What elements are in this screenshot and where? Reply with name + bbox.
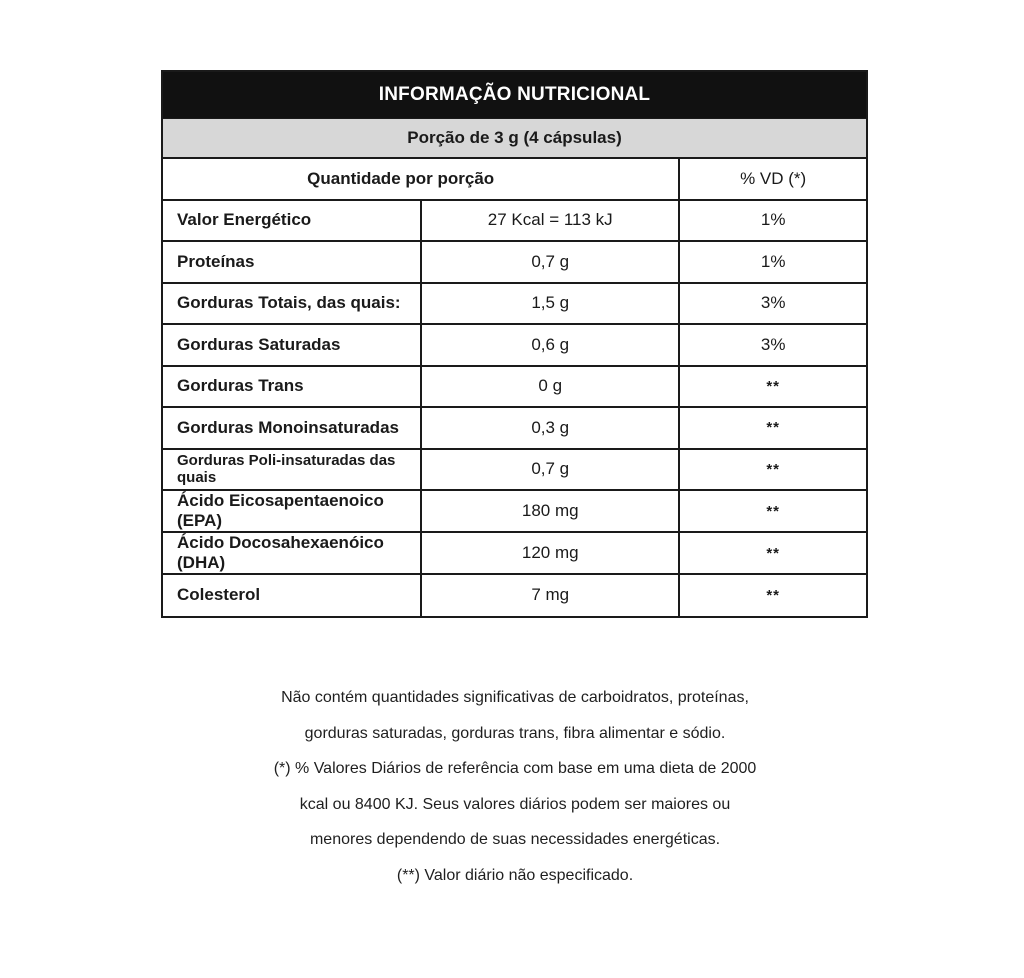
nutrient-vd: 1%	[679, 200, 866, 242]
nutrition-facts-label	[161, 70, 868, 618]
footnote-line: gorduras saturadas, gorduras trans, fibra alimentar e sódio.	[304, 724, 726, 742]
nutrient-vd: 3%	[679, 283, 866, 325]
table-row	[163, 324, 866, 366]
nutrient-name: Gorduras Monoinsaturadas	[163, 407, 421, 449]
nutrient-amount: 27 Kcal = 113 kJ	[421, 200, 679, 242]
table-row	[163, 407, 866, 449]
nutrient-vd: **	[679, 366, 866, 408]
nutrient-amount: 0,3 g	[421, 407, 679, 449]
table-row	[163, 200, 866, 242]
table-row	[163, 574, 866, 616]
nutrient-name: Gorduras Totais, das quais:	[163, 283, 421, 325]
nutrient-name: Gorduras Trans	[163, 366, 421, 408]
quantity-header: Quantidade por porção	[163, 158, 679, 200]
nutrient-amount: 0,6 g	[421, 324, 679, 366]
nutrient-amount: 180 mg	[421, 490, 679, 532]
nutrient-vd: **	[679, 407, 866, 449]
nutrient-name: Gorduras Saturadas	[163, 324, 421, 366]
nutrient-amount: 0 g	[421, 366, 679, 408]
nutrient-vd: 3%	[679, 324, 866, 366]
table-row	[163, 283, 866, 325]
label-title: INFORMAÇÃO NUTRICIONAL	[163, 72, 866, 118]
portion-size: Porção de 3 g (4 cápsulas)	[163, 118, 866, 157]
footnote-line: kcal ou 8400 KJ. Seus valores diários podem ser maiores ou	[299, 795, 731, 813]
table-header-row	[163, 158, 866, 200]
nutrient-amount: 0,7 g	[421, 449, 679, 491]
nutrient-amount: 1,5 g	[421, 283, 679, 325]
footnotes	[160, 680, 870, 893]
nutrient-vd: **	[679, 574, 866, 616]
nutrient-vd: **	[679, 532, 866, 574]
nutrient-name: Colesterol	[163, 574, 421, 616]
vd-header: % VD (*)	[679, 158, 866, 200]
nutrient-vd: **	[679, 449, 866, 491]
nutrient-amount: 7 mg	[421, 574, 679, 616]
table-row	[163, 449, 866, 491]
nutrient-vd: 1%	[679, 241, 866, 283]
nutrient-amount: 120 mg	[421, 532, 679, 574]
nutrition-table	[163, 157, 866, 616]
nutrient-vd: **	[679, 490, 866, 532]
table-row	[163, 366, 866, 408]
nutrient-amount: 0,7 g	[421, 241, 679, 283]
nutrient-name: Valor Energético	[163, 200, 421, 242]
table-row	[163, 490, 866, 532]
nutrient-name: Ácido Docosahexaenóico (DHA)	[163, 532, 421, 574]
table-row	[163, 241, 866, 283]
nutrient-name: Gorduras Poli-insaturadas das quais	[163, 449, 421, 491]
footnote-line: (**) Valor diário não especificado.	[396, 866, 634, 884]
footnote-line: menores dependendo de suas necessidades energéticas.	[309, 831, 721, 848]
table-row	[163, 532, 866, 574]
footnote-line: (*) % Valores Diários de referência com base em uma dieta de 2000	[273, 760, 757, 777]
footnote-line: Não contém quantidades significativas de carboidratos, proteínas,	[281, 689, 749, 706]
nutrient-name: Ácido Eicosapentaenoico (EPA)	[163, 490, 421, 532]
nutrient-name: Proteínas	[163, 241, 421, 283]
